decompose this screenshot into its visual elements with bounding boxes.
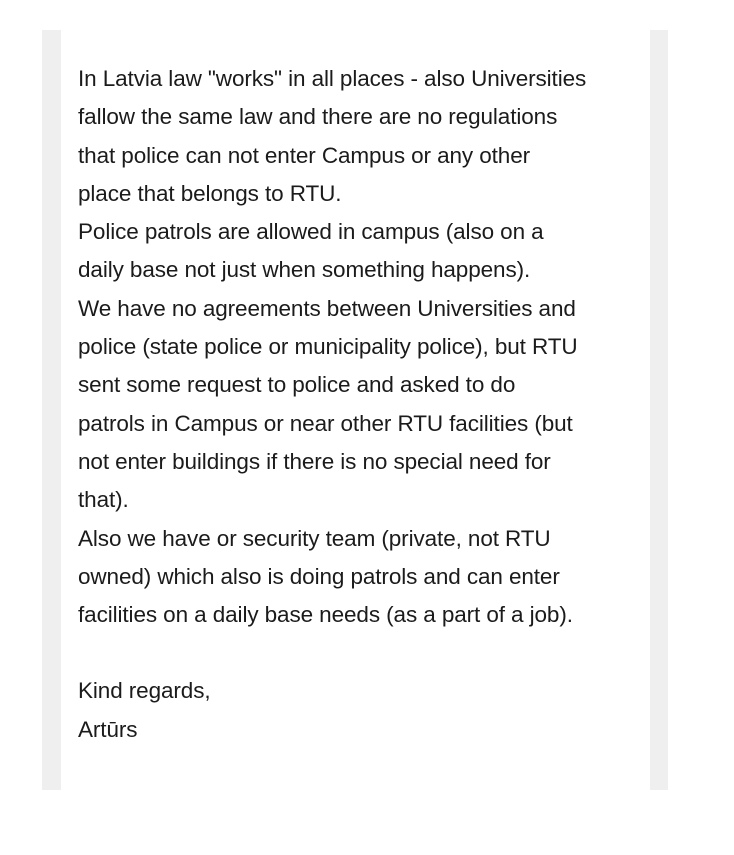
email-message (78, 60, 648, 749)
body-line: that). (78, 487, 129, 513)
body-line: facilities on a daily base needs (as a part of a job). (78, 602, 573, 628)
email-body (78, 60, 648, 634)
body-line: fallow the same law and there are no regulations (78, 104, 558, 130)
right-margin-bar (650, 30, 668, 790)
closing-text: Kind regards, (78, 678, 211, 704)
body-line: owned) which also is doing patrols and can enter (78, 563, 560, 589)
body-line: Also we have or security team (private, not RTU (78, 525, 551, 551)
sender-name: Artūrs (78, 716, 138, 742)
body-line: Police patrols are allowed in campus (also on a (78, 219, 544, 245)
body-line: patrols in Campus or near other RTU facilities (but (78, 410, 573, 436)
body-line: place that belongs to RTU. (78, 180, 342, 206)
body-line: police (state police or municipality police), but RTU (78, 334, 578, 360)
body-line: that police can not enter Campus or any other (78, 142, 531, 168)
left-margin-bar (42, 30, 61, 790)
body-line: sent some request to police and asked to do (78, 372, 516, 398)
body-line: not enter buildings if there is no special need for (78, 448, 551, 474)
body-line: In Latvia law "works" in all places - also Universities (78, 66, 587, 91)
body-line: daily base not just when something happens). (78, 257, 531, 283)
body-line: We have no agreements between Universities and (78, 295, 576, 321)
email-signature (78, 672, 648, 749)
